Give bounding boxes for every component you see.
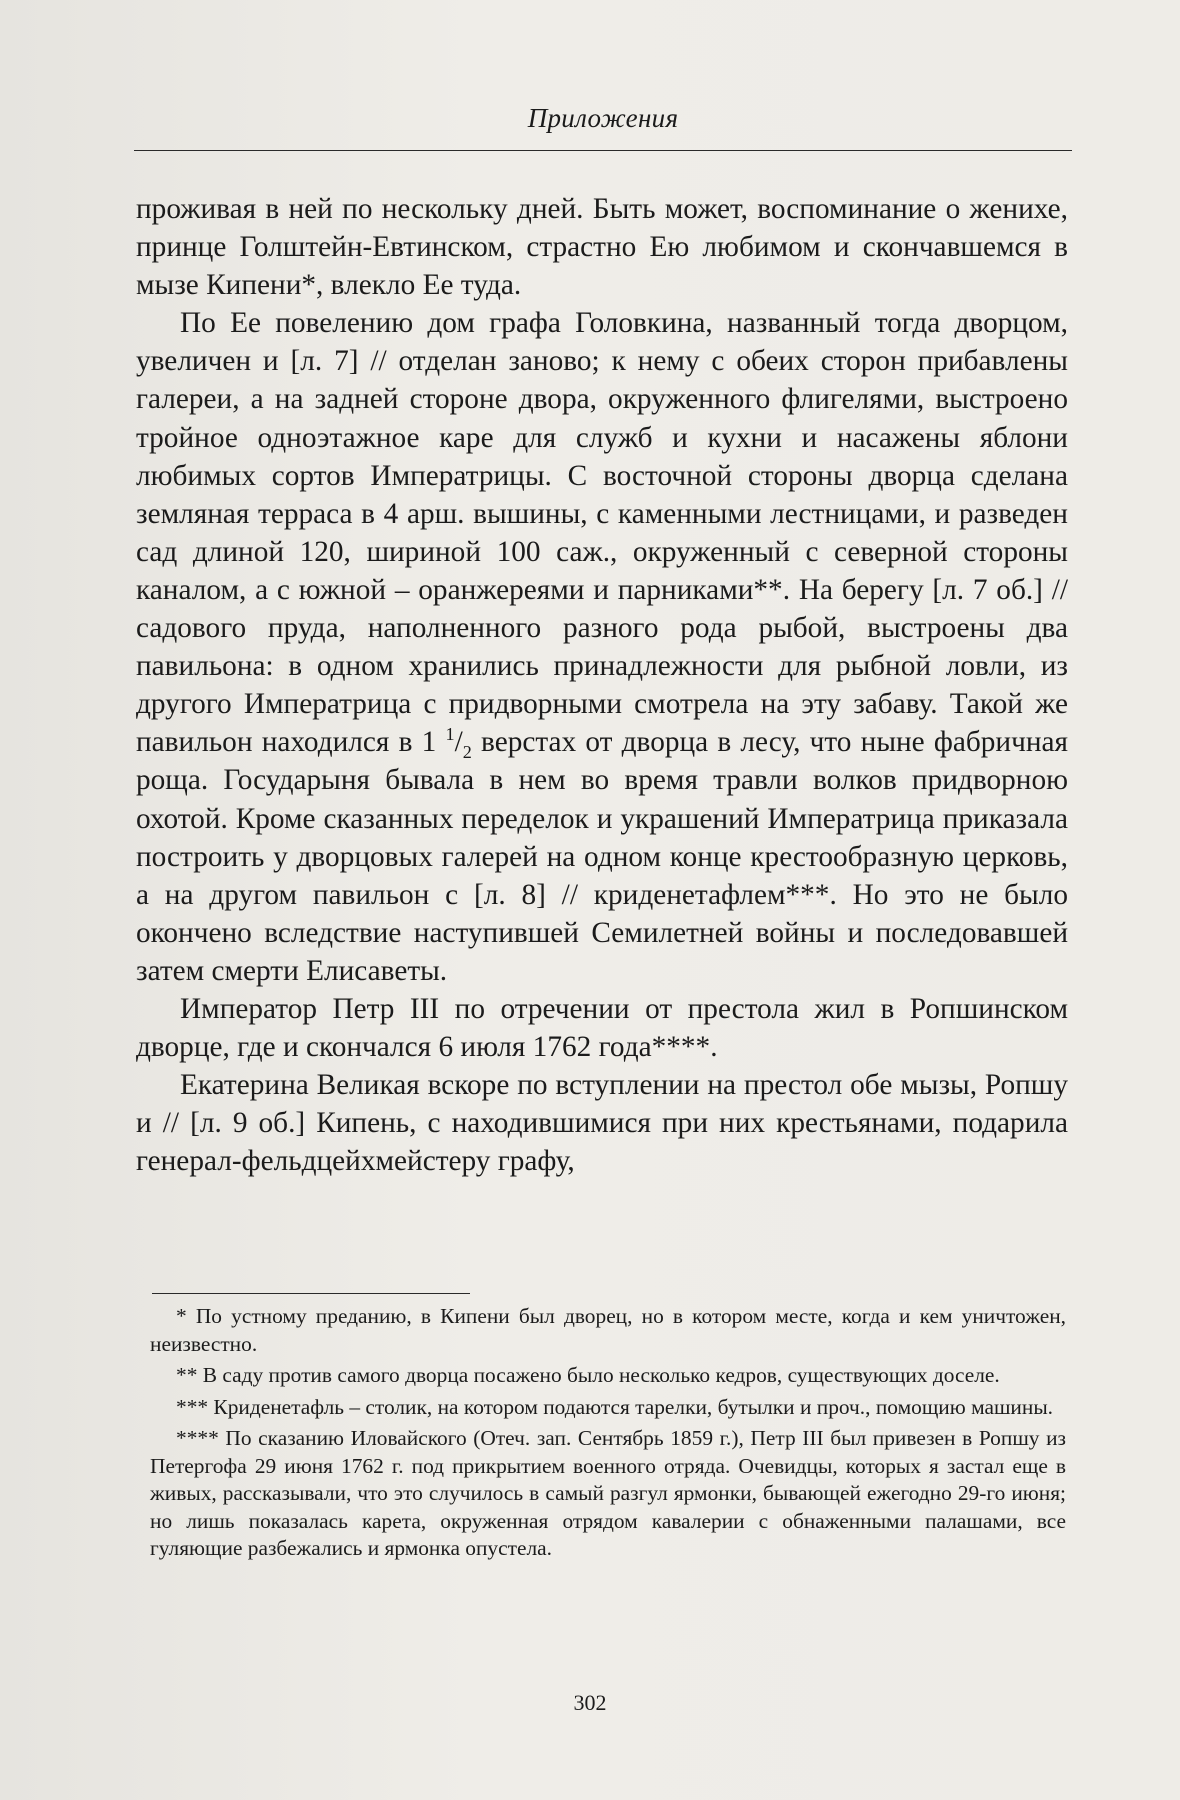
footnote-1: * По устному преданию, в Кипени был дворец, но в котором месте, когда и кем уничтожен, неизвестно. (150, 1304, 1066, 1356)
footnote-3: *** Криденетафль – столик, на котором подаются тарелки, бутылки и проч., помощию машины. (176, 1394, 1054, 1419)
page-number: 302 (573, 1690, 607, 1715)
paragraph-1: проживая в ней по нескольку дней. Быть может, воспоминание о женихе, принце Голштейн-Евтинском, страстно Ею любимом и скончавшемся в мызе Кипени*, влекло Ее туда. (136, 193, 1068, 302)
header-rule (134, 150, 1072, 151)
paragraph-2-continuation: верстах от дворца в лесу, что ныне фабричная роща. Государыня бывала в нем во время травли волков придворною охотой. Кроме сказанных переделок и украшений Императрица приказала построить у дворцовых галерей на одном конце крестообразную церковь, а на другом павильон с [л. 8] // криденетафлем***. Но это не было окончено вследствие наступившей Семилетней войны и последовавшей затем смерти Елисаветы. (136, 726, 1069, 987)
paragraph-2-text: По Ее повелению дом графа Головкина, названный тогда дворцом, увеличен и [л. 7] // отделан заново; к нему с обеих сторон прибавлены галереи, а на задней стороне двора, окруженного флигелями, выстроено тройное одноэтажное каре для служб и кухни и насажены яблони любимых сортов Императрицы. С восточной стороны дворца сделана земляная терраса в 4 арш. вышины, с каменными лестницами, и разведен сад длиной 120, шириной 100 саж., окруженный с северной стороны каналом, а с южной – оранжереями и парниками**. На берегу [л. 7 об.] // садового пруда, наполненного разного рода рыбой, выстроены два павильона: в одном хранились принадлежности для рыбной ловли, из другого Императрица с придворными смотрела на эту забаву. Такой же павильон находился в 1 (136, 307, 1068, 759)
running-head: Приложения (527, 103, 679, 133)
footnote-rule (152, 1293, 470, 1294)
main-text (136, 190, 1068, 1180)
footnotes (150, 1303, 1066, 1567)
fraction-denominator: 2 (462, 742, 472, 763)
fraction-numerator: 1 (445, 724, 455, 745)
paragraph-2: По Ее повелению дом графа Головкина, названный тогда дворцом, увеличен и [л. 7] // отделан заново; к нему с обеих сторон прибавлены галереи, а на задней стороне двора, окруженного флигелями, выстроено тройное одноэтажное каре для служб и кухни и насажены яблони любимых сортов Императрицы. С восточной стороны дворца сделана земляная терраса в 4 арш. вышины, с каменными лестницами, и разведен сад длиной 120, шириной 100 саж., окруженный с северной стороны каналом, а с южной – оранжереями и парниками**. На берегу [л. 7 об.] // садового пруда, наполненного разного рода рыбой, выстроены два павильона: в одном хранились принадлежности для рыбной ловли, из другого Императрица с придворными смотрела на эту забаву. Такой же павильон находился в 1 $^1/_2$ верстах от дворца в лесу, что ныне фабричная роща. Государыня бывала в нем во время травли волков придворною охотой. Кроме сказанных переделок и украшений Императрица приказала построить у дворцовых галерей на одном конце крестообразную церковь, а на другом павильон с [л. 8] // криденетафлем***. Но это не было окончено вследствие наступившей Семилетней войны и последовавшей затем смерти Елисаветы. (136, 307, 1069, 987)
footnote-2: ** В саду против самого дворца посажено было несколько кедров, существующих доселе. (176, 1363, 1000, 1387)
paragraph-3: Император Петр III по отречении от престола жил в Ропшинском дворце, где и скончался 6 июля 1762 года****. (136, 992, 1068, 1064)
paragraph-4: Екатерина Великая вскоре по вступлении на престол обе мызы, Ропшу и // [л. 9 об.] Кипень, с находившимися при них крестьянами, подарила генерал-фельдцейхмейстеру графу, (136, 1069, 1068, 1178)
footnote-4: **** По сказанию Иловайского (Отеч. зап. Сентябрь 1859 г.), Петр III был привезен в Ропшу из Петергофа 29 июня 1762 г. под прикрытием военного отряда. Очевидцы, которых я застал еще в живых, рассказывали, что это случилось в самый разгул ярмонки, бывающей ежегодно 29-го июня; но лишь показалась карета, окруженная отрядом кавалерии с обнаженными палашами, все гуляющие разбежались и ярмонка опустела. (150, 1426, 1066, 1560)
